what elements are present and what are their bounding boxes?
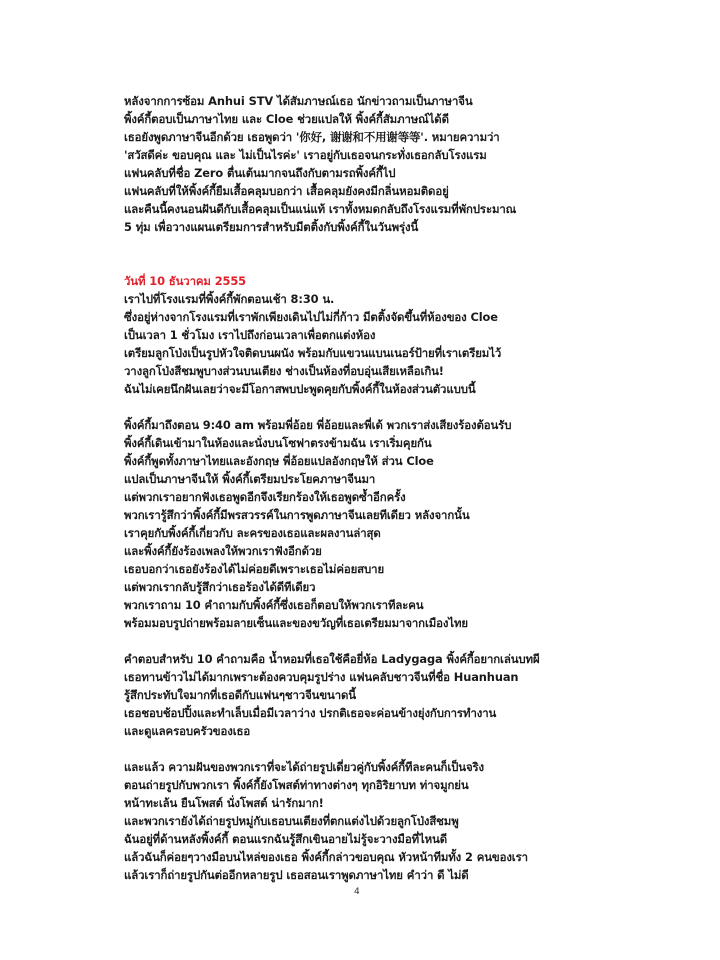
text-line: พิ้งค์กี้มาถึงตอน 9:40 am พร้อมพี่อ้อย พี่อ้อยและพี่เด้ พวกเราส่งเสียงร้องต้อนรับ bbox=[124, 418, 512, 432]
text-line: เราคุยกับพิ้งค์กี้เกี่ยวกับ ละครของเธอและผลงานล่าสุด bbox=[124, 526, 381, 540]
text-line: แล้วฉันก็ค่อยๆวางมือบนไหล่ของเธอ พิ้งค์กี้กล่าวขอบคุณ หัวหน้าทีมทั้ง 2 คนของเรา bbox=[124, 850, 528, 864]
text-line: รู้สึกประทับใจมากที่เธอดีกับแฟนๆชาวจีนขนาดนี้ bbox=[124, 688, 356, 702]
text-line: แฟนคลับที่ชื่อ Zero ตื่นเต้นมากจนถึงกับตามรถพิ้งค์กี้ไป bbox=[124, 166, 396, 180]
text-line: พิ้งค์กี้ตอบเป็นภาษาไทย และ Cloe ช่วยแปลให้ พิ้งค์กี้สัมภาษณ์ได้ดี bbox=[124, 112, 449, 126]
text-line: 'สวัสดีค่ะ ขอบคุณ และ ไม่เป็นไรค่ะ' เราอยู่กับเธอจนกระทั่งเธอกลับโรงแรม bbox=[124, 148, 487, 162]
text-line: เตรียมลูกโป่งเป็นรูปหัวใจติดบนผนัง พร้อมกับแขวนแบนเนอร์ป้ายที่เราเตรียมไว้ bbox=[124, 346, 502, 360]
text-line: พิ้งค์กี้พูดทั้งภาษาไทยและอังกฤษ พี่อ้อยแปลอังกฤษให้ ส่วน Cloe bbox=[124, 454, 434, 468]
text-line: แล้วเราก็ถ่ายรูปกันต่ออีกหลายรูป เธอสอนเราพูดภาษาไทย คำว่า ดี ไม่ดี bbox=[124, 868, 469, 882]
text-line: เป็นเวลา 1 ชั่วโมง เราไปถึงก่อนเวลาเพื่อตกแต่งห้อง bbox=[124, 328, 376, 342]
text-line: เธอชอบช้อปปิ้งและทำเล็บเมื่อมีเวลาว่าง ปรกติเธอจะค่อนข้างยุ่งกับการทำงาน bbox=[124, 706, 497, 720]
text-line: คำตอบสำหรับ 10 คำถามคือ น้ำหอมที่เธอใช้คือยี่ห้อ Ladygaga พิ้งค์กี้อยากเล่นบทผี bbox=[124, 652, 540, 666]
document-body bbox=[124, 92, 624, 884]
text-line: และพิ้งค์กี้ยังร้องเพลงให้พวกเราฟังอีกด้วย bbox=[124, 544, 322, 558]
text-line: เธอทานข้าวไม่ได้มากเพราะต้องควบคุมรูปร่าง แฟนคลับชาวจีนที่ชื่อ Huanhuan bbox=[124, 670, 519, 684]
paragraph-answers bbox=[124, 650, 624, 740]
text-line: และดูแลครอบครัวของเธอ bbox=[124, 724, 251, 738]
text-line: หน้าทะเล้น ยืนโพสต์ นั่งโพสต์ น่ารักมาก! bbox=[124, 796, 324, 810]
text-line: แต่พวกเราอยากฟังเธอพูดอีกจึงเรียกร้องให้เธอพูดซ้ำอีกครั้ง bbox=[124, 490, 406, 504]
paragraph-spacer bbox=[124, 236, 624, 272]
text-line: และพวกเรายังได้ถ่ายรูปหมู่กับเธอบนเตียงที่ตกแต่งไปด้วยลูกโป่งสีชมพู bbox=[124, 814, 459, 828]
text-line: พิ้งค์กี้เดินเข้ามาในห้องและนั่งบนโซฟาตรงข้ามฉัน เราเริ่มคุยกัน bbox=[124, 436, 432, 450]
paragraph-interview bbox=[124, 92, 624, 236]
text-line: และแล้ว ความฝันของพวกเราที่จะได้ถ่ายรูปเดี่ยวคู่กับพิ้งค์กี้ทีละคนก็เป็นจริง bbox=[124, 760, 485, 774]
text-line: พวกเราถาม 10 คำถามกับพิ้งค์กี้ซึ่งเธอก็ตอบให้พวกเราทีละคน bbox=[124, 598, 424, 612]
text-line: ตอนถ่ายรูปกับพวกเรา พิ้งค์กี้ยังโพสต์ท่าทางต่างๆ ทุกอิริยาบท ท่าจมูกย่น bbox=[124, 778, 469, 792]
text-line: ฉันอยู่ที่ด้านหลังพิ้งค์กี้ ตอนแรกฉันรู้สึกเขินอายไม่รู้จะวางมือที่ไหนดี bbox=[124, 832, 448, 846]
text-line: พร้อมมอบรูปถ่ายพร้อมลายเซ็นและของขวัญที่เธอเตรียมมาจากเมืองไทย bbox=[124, 616, 468, 630]
text-line: เธอบอกว่าเธอยังร้องได้ไม่ค่อยดีเพราะเธอไม่ค่อยสบาย bbox=[124, 562, 385, 576]
text-line: ซึ่งอยู่ห่างจากโรงแรมที่เราพักเพียงเดินไปไม่กี่ก้าว มีตติ้งจัดขึ้นที่ห้องของ Cloe bbox=[124, 310, 498, 324]
text-line: เธอยังพูดภาษาจีนอีกด้วย เธอพูดว่า '你好, 谢谢和不用谢等等'. หมายความว่า bbox=[124, 130, 500, 144]
text-line: และคืนนี้คงนอนฝันดีกับเสื้อคลุมเป็นแน่แท้ เราทั้งหมดกลับถึงโรงแรมที่พักประมาณ bbox=[124, 202, 517, 216]
text-line: แปลเป็นภาษาจีนให้ พิ้งค์กี้เตรียมประโยคภาษาจีนมา bbox=[124, 472, 376, 486]
paragraph-spacer bbox=[124, 398, 624, 416]
paragraph-photos bbox=[124, 758, 624, 884]
paragraph-arrival bbox=[124, 416, 624, 632]
text-line: พวกเรารู้สึกว่าพิ้งค์กี้มีพรสวรรค์ในการพูดภาษาจีนเลยทีเดียว หลังจากนั้น bbox=[124, 508, 470, 522]
text-line: เราไปที่โรงแรมที่พิ้งค์กี้พักตอนเช้า 8:30 น. bbox=[124, 292, 335, 306]
text-line: ฉันไม่เคยนึกฝันเลยว่าจะมีโอกาสพบปะพูดคุยกับพิ้งค์กี้ในห้องส่วนตัวแบบนี้ bbox=[124, 382, 476, 396]
text-line: แต่พวกเรากลับรู้สึกว่าเธอร้องได้ดีทีเดียว bbox=[124, 580, 316, 594]
paragraph-meeting-day bbox=[124, 272, 624, 398]
paragraph-spacer bbox=[124, 632, 624, 650]
text-line: แฟนคลับที่ให้พิ้งค์กี้ยืมเสื้อคลุมบอกว่า เสื้อคลุมยังคงมีกลิ่นหอมติดอยู่ bbox=[124, 184, 449, 198]
text-line: หลังจากการซ้อม Anhui STV ได้สัมภาษณ์เธอ นักข่าวถามเป็นภาษาจีน bbox=[124, 94, 473, 108]
date-heading: วันที่ 10 ธันวาคม 2555 bbox=[124, 274, 247, 288]
text-line: 5 ทุ่ม เพื่อวางแผนเตรียมการสำหรับมีตติ้งกับพิ้งค์กี้ในวันพรุ่งนี้ bbox=[124, 220, 419, 234]
text-line: วางลูกโป่งสีชมพูบางส่วนบนเตียง ช่างเป็นห้องที่อบอุ่นเสียเหลือเกิน! bbox=[124, 364, 444, 378]
page-number: 4 bbox=[354, 887, 360, 897]
paragraph-spacer bbox=[124, 740, 624, 758]
